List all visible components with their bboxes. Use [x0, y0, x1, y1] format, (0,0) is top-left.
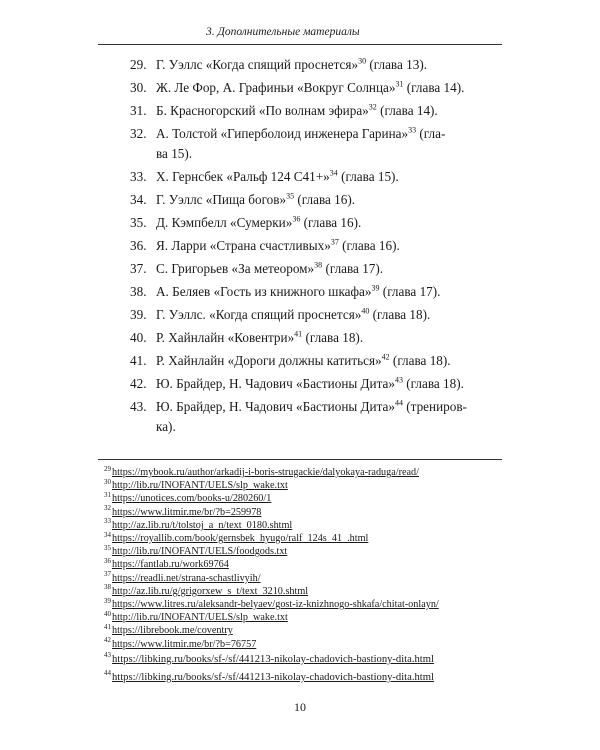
- footnote-ref[interactable]: 38: [314, 260, 323, 270]
- item-text: Г. Уэллс «Пища богов»: [156, 192, 287, 207]
- footnote-link[interactable]: https://royallib.com/book/gernsbek_hyugo/ralf_124s_41_.html: [112, 533, 369, 545]
- footnote-link[interactable]: https://www.litmir.me/br/?b=259978: [112, 506, 262, 518]
- list-item: [130, 259, 502, 279]
- item-number: 36.: [130, 238, 147, 253]
- item-chapter: (глава 16).: [294, 192, 356, 207]
- footnote-link[interactable]: https://fantlab.ru/work69764: [112, 559, 229, 571]
- item-chapter: (глава 16).: [338, 238, 400, 253]
- footnote-ref[interactable]: 33: [408, 125, 417, 135]
- list-item: [130, 78, 502, 98]
- footnote-number: 32: [104, 504, 111, 513]
- footnote-number: 39: [104, 596, 111, 605]
- footnote: [104, 651, 504, 669]
- running-header: 3. Дополнительные материалы: [206, 26, 360, 38]
- item-number: 38.: [130, 284, 147, 299]
- item-text: А. Толстой «Гиперболоид инженера Гарина»: [156, 126, 409, 141]
- footnote-link[interactable]: http://lib.ru/INOFANT/UELS/slp_wake.txt: [112, 480, 288, 492]
- list-item: [130, 351, 502, 371]
- item-chapter: (глава 17).: [379, 284, 441, 299]
- footnote-number: 38: [104, 583, 111, 592]
- list-item: [130, 124, 502, 164]
- list-item: [130, 328, 502, 348]
- footnote: [104, 638, 504, 651]
- item-number: 42.: [130, 376, 147, 391]
- footnote: [104, 624, 504, 637]
- item-text: Ж. Ле Фор, А. Графиньи «Вокруг Солнца»: [156, 80, 396, 95]
- footnote: [104, 519, 504, 532]
- item-text: Я. Ларри «Страна счастливых»: [156, 238, 331, 253]
- footnote-list: [104, 466, 504, 687]
- list-item: [130, 236, 502, 256]
- list-item: [130, 190, 502, 210]
- header-rule: [98, 44, 502, 45]
- footnote-number: 34: [104, 530, 111, 539]
- footnote-ref[interactable]: 37: [330, 237, 339, 247]
- footnote: [104, 585, 504, 598]
- item-chapter: (глава 18).: [402, 376, 464, 391]
- item-chapter: (трениров-: [402, 399, 467, 414]
- footnote-number: 40: [104, 609, 111, 618]
- item-number: 39.: [130, 307, 147, 322]
- item-chapter: (глава 16).: [300, 215, 362, 230]
- footnote-rule: [98, 459, 502, 460]
- item-number: 41.: [130, 353, 147, 368]
- footnote: [104, 466, 504, 479]
- item-text: Х. Гернсбек «Ральф 124 С41+»: [156, 169, 330, 184]
- item-chapter: (глава 14).: [376, 103, 438, 118]
- list-item: [130, 282, 502, 302]
- page-number: 10: [294, 700, 306, 714]
- footnote-ref[interactable]: 41: [294, 329, 303, 339]
- footnote-number: 31: [104, 491, 111, 500]
- list-item: [130, 55, 502, 75]
- footnote: [104, 506, 504, 519]
- footnote-ref[interactable]: 31: [395, 79, 404, 89]
- footnote: [104, 611, 504, 624]
- item-text: С. Григорьев «За метеором»: [156, 261, 315, 276]
- footnote-ref[interactable]: 35: [286, 191, 295, 201]
- footnote-ref[interactable]: 42: [381, 352, 390, 362]
- footnote-link[interactable]: https://www.litres.ru/aleksandr-belyaev/gost-iz-knizhnogo-shkafa/chitat-onlayn/: [112, 599, 439, 611]
- item-number: 37.: [130, 261, 147, 276]
- item-number: 35.: [130, 215, 147, 230]
- list-item: [130, 397, 502, 437]
- footnote: [104, 598, 504, 611]
- item-number: 31.: [130, 103, 147, 118]
- footnote: [104, 572, 504, 585]
- footnote-ref[interactable]: 40: [361, 306, 370, 316]
- list-item: [130, 167, 502, 187]
- footnote: [104, 545, 504, 558]
- footnote-ref[interactable]: 44: [394, 398, 403, 408]
- footnote-number: 37: [104, 570, 111, 579]
- list-item: [130, 305, 502, 325]
- item-chapter: (глава 14).: [403, 80, 465, 95]
- item-chapter: (глава 17).: [322, 261, 384, 276]
- footnote-number: 33: [104, 517, 111, 526]
- footnote: [104, 669, 504, 687]
- footnote-link[interactable]: https://librebook.me/coventry: [112, 625, 233, 637]
- footnote-link[interactable]: http://az.lib.ru/g/grigorxew_s_t/text_3210.shtml: [112, 585, 309, 597]
- item-number: 34.: [130, 192, 147, 207]
- item-chapter: (глава 13).: [366, 57, 428, 72]
- list-item: [130, 374, 502, 394]
- footnote-ref[interactable]: 32: [368, 102, 377, 112]
- item-continuation: ва 15).: [156, 146, 193, 161]
- footnote-ref[interactable]: 34: [329, 168, 338, 178]
- item-text: А. Беляев «Гость из книжного шкафа»: [156, 284, 372, 299]
- item-text: Б. Красногорский «По волнам эфира»: [156, 103, 369, 118]
- item-number: 29.: [130, 57, 147, 72]
- footnote-number: 41: [104, 623, 111, 632]
- item-chapter: (гла-: [416, 126, 446, 141]
- footnote-number: 30: [104, 477, 111, 486]
- item-continuation: ка).: [156, 419, 176, 434]
- footnote: [104, 558, 504, 571]
- footnote-ref[interactable]: 39: [371, 283, 380, 293]
- footnote-number: 36: [104, 557, 111, 566]
- footnote-number: 42: [104, 636, 111, 645]
- item-number: 30.: [130, 80, 147, 95]
- footnote-number: 29: [104, 464, 111, 473]
- footnote-link[interactable]: https://libking.ru/books/sf-/sf/441213-nikolay-chadovich-bastiony-dita.html: [112, 653, 434, 665]
- item-text: Р. Хайнлайн «Ковентри»: [156, 330, 295, 345]
- reference-list: [130, 55, 502, 440]
- item-text: Г. Уэллс «Когда спящий проснется»: [156, 57, 359, 72]
- item-number: 40.: [130, 330, 147, 345]
- item-chapter: (глава 18).: [302, 330, 364, 345]
- item-number: 33.: [130, 169, 147, 184]
- item-number: 32.: [130, 126, 147, 141]
- footnote-number: 35: [104, 543, 111, 552]
- item-chapter: (глава 15).: [337, 169, 399, 184]
- item-text: Р. Хайнлайн «Дороги должны катиться»: [156, 353, 382, 368]
- list-item: [130, 101, 502, 121]
- footnote-number: 43: [104, 651, 111, 660]
- item-text: Г. Уэллс. «Когда спящий проснется»: [156, 307, 362, 322]
- footnote-number: 44: [104, 669, 111, 678]
- item-text: Д. Кэмпбелл «Сумерки»: [156, 215, 293, 230]
- item-text: Ю. Брайдер, Н. Чадович «Бастионы Дита»: [156, 399, 395, 414]
- footnote-link[interactable]: https://libking.ru/books/sf-/sf/441213-nikolay-chadovich-bastiony-dita.html: [112, 671, 434, 683]
- footnote-link[interactable]: http://lib.ru/INOFANT/UELS/slp_wake.txt: [112, 612, 288, 624]
- footnote-link[interactable]: https://www.litmir.me/br/?b=76757: [112, 638, 257, 650]
- footnote-link[interactable]: https://unotices.com/books-u/280260/1: [112, 493, 272, 505]
- footnote: [104, 532, 504, 545]
- footnote: [104, 492, 504, 505]
- item-number: 43.: [130, 399, 147, 414]
- item-chapter: (глава 18).: [389, 353, 451, 368]
- list-item: [130, 213, 502, 233]
- footnote-link[interactable]: http://az.lib.ru/t/tolstoj_a_n/text_0180.shtml: [112, 519, 293, 531]
- footnote-ref[interactable]: 36: [292, 214, 301, 224]
- footnote-link[interactable]: http://lib.ru/INOFANT/UELS/foodgods.txt: [112, 546, 288, 558]
- item-text: Ю. Брайдер, Н. Чадович «Бастионы Дита»: [156, 376, 395, 391]
- footnote-link[interactable]: https://mybook.ru/author/arkadij-i-boris-strugackie/dalyokaya-raduga/read/: [112, 467, 419, 478]
- item-chapter: (глава 18).: [369, 307, 431, 322]
- footnote-link[interactable]: https://readli.net/strana-schastlivyih/: [112, 572, 261, 584]
- footnote: [104, 479, 504, 492]
- footnote-ref[interactable]: 30: [358, 56, 367, 66]
- footnote-ref[interactable]: 43: [394, 375, 403, 385]
